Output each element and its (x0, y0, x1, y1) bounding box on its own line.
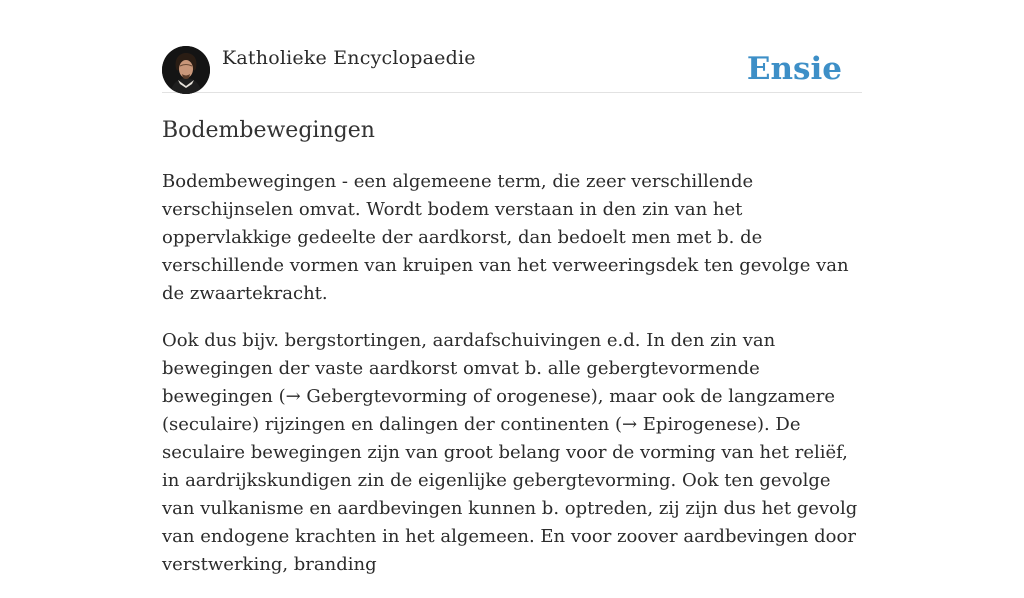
site-header (162, 46, 862, 93)
article-paragraph: Ook dus bijv. bergstortingen, aardafschuivingen e.d. In den zin van bewegingen der vaste aardkorst omvat b. alle gebergtevormende bewegingen (→ Gebergtevorming of orogenese), maar ook de langzamere (seculaire) rijzingen en dalingen der continenten (→ Epirogenese). De seculaire bewegingen zijn van groot belang voor de vorming van het reliëf, in aardrijkskundigen zin de eigenlijke gebergtevorming. Ook ten gevolge van vulkanisme en aardbevingen kunnen b. optreden, zij zijn dus het gevolg van endogene krachten in het algemeen. En voor zoover aardbevingen door verstwerking, branding (162, 330, 858, 575)
portrait-icon (162, 46, 210, 94)
site-name[interactable]: Katholieke Encyclopaedie (222, 47, 476, 69)
article-paragraph: Bodembewegingen - een algemeene term, die zeer verschillende verschijnselen omvat. Wordt bodem verstaan in den zin van het oppervlakkige gedeelte der aardkorst, dan bedoelt men met b. de verschillende vormen van kruipen van het verweeringsdek ten gevolge van de zwaartekracht. (162, 171, 849, 304)
page-title: Bodembewegingen (162, 118, 375, 143)
brand-logo[interactable]: Ensie (746, 51, 842, 87)
avatar[interactable] (162, 46, 210, 94)
article-body (162, 168, 862, 598)
